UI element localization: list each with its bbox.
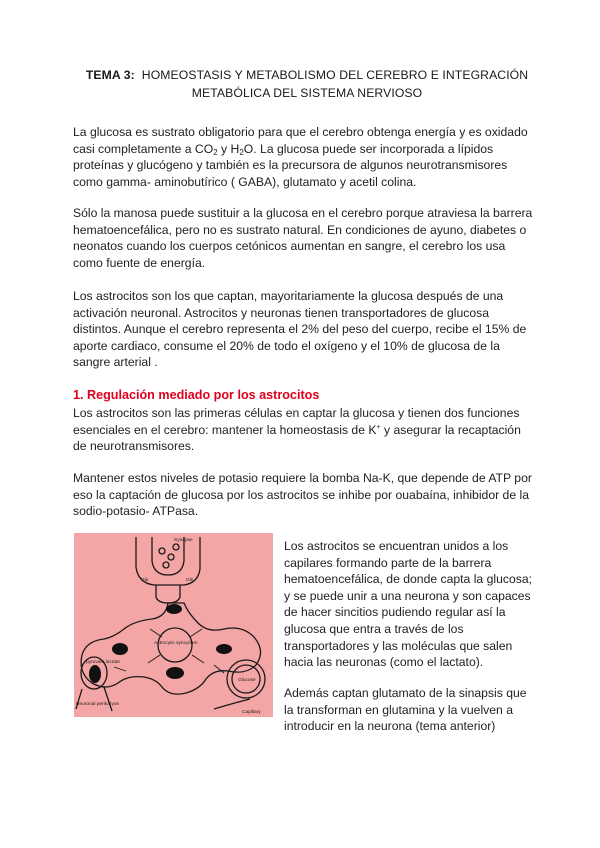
capillary-wall bbox=[214, 699, 250, 709]
title-text: HOMEOSTASIS Y METABOLISMO DEL CEREBRO E INTEGRACIÓN METABÓLICA DEL SISTEMA NERVIOSO bbox=[141, 68, 529, 100]
label-astrocytic-syncytium: Astrocytic syncytium bbox=[154, 641, 198, 646]
neuron-processes bbox=[76, 687, 112, 711]
flow-arrow bbox=[148, 655, 160, 663]
label-glucose: Glucose bbox=[238, 678, 256, 683]
vesicle bbox=[159, 548, 165, 554]
p4-text-b: y asegurar la recaptación de neurotransmisores. bbox=[73, 422, 521, 453]
label-capillary: Capillary bbox=[242, 710, 261, 715]
p4-sup-k: + bbox=[376, 423, 381, 431]
p1-text-b: y H bbox=[217, 141, 240, 156]
paragraph-barrera: Los astrocitos se encuentran unidos a los capilares formando parte de la barrera hematoencefálica, de donde capta la glucosa; y se puede unir a una neurona y son capaces de hacer sincitios pudiendo regular así la glucosa que entra a través de los transportadores y las moléculas que salen hacia las neuronas (como el lactato). bbox=[284, 539, 532, 670]
neuron-nucleus bbox=[89, 665, 101, 683]
paragraph-glucose bbox=[73, 124, 533, 190]
section-heading-regulacion: 1. Regulación mediado por los astrocitos bbox=[73, 388, 320, 402]
title-label: TEMA 3: bbox=[85, 68, 135, 82]
label-synapse: Synapse bbox=[174, 538, 193, 543]
label-pyruvate-lactate: pyruvate lactate bbox=[86, 660, 120, 665]
paragraph-manosa: Sólo la manosa puede sustituir a la glucosa en el cerebro porque atraviesa la barrera hematoencefálica, pero no es sustrato natural. En condiciones de ayuno, diabetes o neonatos cuando los cuerpos cetónicos aumentan en sangre, el cerebro los usa como fuente de energía. bbox=[73, 206, 533, 270]
astrocyte-nucleus bbox=[112, 643, 128, 655]
paragraph-funciones bbox=[73, 405, 533, 455]
label-gln: Gln bbox=[186, 578, 194, 583]
p1-text-c: O. La glucosa puede ser incorporada a lípidos proteínas y glucógeno y también es la precursora de algunos neurotransmisores como gamma- aminobutírico ( GABA), glutamato y acetil colina. bbox=[73, 141, 508, 189]
flow-arrow bbox=[190, 629, 202, 637]
syncytium-outline bbox=[81, 603, 260, 694]
page-title bbox=[72, 66, 542, 102]
p1-sub-h2o: 2 bbox=[239, 147, 244, 157]
astrocyte-nucleus bbox=[166, 604, 182, 614]
vesicle bbox=[163, 562, 169, 568]
flow-arrow bbox=[150, 629, 162, 637]
label-neuronal-perikaryon: Neuronal perikaryon bbox=[76, 702, 120, 707]
label-glu: Glu bbox=[141, 578, 149, 583]
vesicle bbox=[168, 554, 174, 560]
synaptic-process bbox=[156, 585, 180, 603]
astrocyte-diagram bbox=[74, 533, 273, 717]
astrocyte-diagram-svg bbox=[74, 533, 273, 717]
flow-arrow bbox=[114, 667, 126, 671]
flow-arrow bbox=[192, 655, 204, 663]
p4-text-a: Los astrocitos son las primeras células en captar la glucosa y tienen dos funciones esenciales en el cerebro: mantener la homeostasis de K bbox=[73, 406, 520, 437]
paragraph-astrocitos: Los astrocitos son los que captan, mayoritariamente la glucosa después de una activación neuronal. Astrocitos y neuronas tienen transportadores de glucosa distintos. Aunque el cerebro representa el 2% del peso del cuerpo, recibe el 15% de aporte cardiaco, consume el 20% de todo el oxígeno y el 10% de glucosa de la sangre arterial . bbox=[73, 289, 527, 369]
p1-sub-co2: 2 bbox=[213, 147, 218, 157]
astrocyte-nucleus bbox=[166, 667, 184, 679]
paragraph-potasio: Mantener estos niveles de potasio requiere la bomba Na-K, que depende de ATP por eso la captación de glucosa por los astrocitos se inhibe por ouabaína, inhibidor de la sodio-potasio- ATPasa. bbox=[73, 471, 532, 518]
astrocyte-nucleus bbox=[216, 644, 232, 654]
paragraph-glutamato: Además captan glutamato de la sinapsis que la transforman en glutamina y la vuelven a introducir en la neurona (tema anterior) bbox=[284, 686, 527, 734]
p1-text-a: La glucosa es sustrato obligatorio para que el cerebro obtenga energía y es oxidado casi completamente a CO bbox=[73, 125, 528, 156]
vesicle bbox=[173, 544, 179, 550]
